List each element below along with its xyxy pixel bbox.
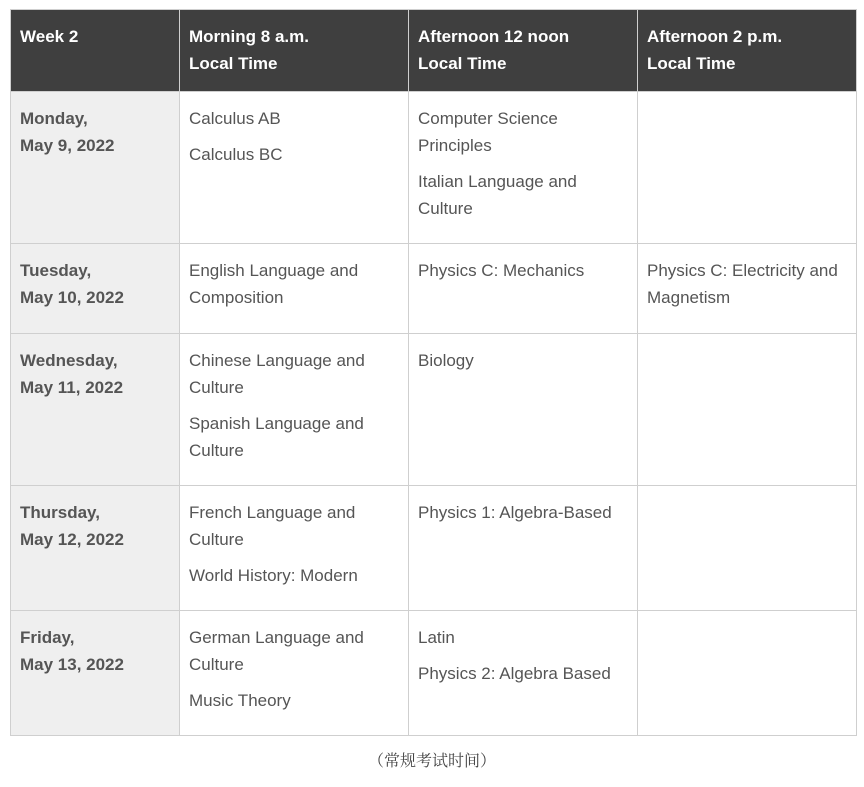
day-date: May 12, 2022: [20, 530, 124, 549]
exam-entry: [418, 624, 628, 651]
day-name: Tuesday,: [20, 261, 92, 280]
exam-entry-line: French Language and: [189, 503, 356, 522]
header-morning: [180, 10, 409, 92]
exam-entry-line: English Language and: [189, 261, 359, 280]
header-morning-time: Morning 8 a.m.: [189, 27, 309, 46]
exam-entry: [418, 168, 628, 222]
day-name: Wednesday,: [20, 351, 118, 370]
header-week: [11, 10, 180, 92]
exam-entry: [418, 257, 628, 284]
exam-entry: [189, 410, 399, 464]
exam-entry: [418, 660, 628, 687]
exam-cell-noon: [409, 244, 638, 334]
exam-entry-line: Principles: [418, 136, 492, 155]
exam-entry-line: Magnetism: [647, 288, 731, 307]
exam-entry-line: Italian Language and: [418, 172, 577, 191]
day-name: Friday,: [20, 628, 75, 647]
exam-entry-line: Culture: [418, 199, 473, 218]
exam-entry: [189, 687, 399, 714]
exam-cell-morning: [180, 334, 409, 486]
exam-cell-pm2: [638, 611, 857, 736]
day-cell: [11, 486, 180, 611]
exam-entry-line: World History: Modern: [189, 566, 358, 585]
table-header: [11, 10, 857, 92]
table-row: [11, 334, 857, 486]
exam-entry: [189, 499, 399, 553]
exam-entry-line: Culture: [189, 655, 244, 674]
exam-schedule-table: [10, 9, 857, 736]
header-week-label: Week 2: [20, 27, 79, 46]
exam-entry-line: Computer Science: [418, 109, 558, 128]
exam-entry-line: Latin: [418, 628, 455, 647]
exam-cell-pm2: [638, 486, 857, 611]
day-date: May 9, 2022: [20, 136, 115, 155]
day-date: May 13, 2022: [20, 655, 124, 674]
exam-entry-line: Culture: [189, 441, 244, 460]
header-2pm: [638, 10, 857, 92]
exam-cell-morning: [180, 244, 409, 334]
exam-entry-line: Calculus BC: [189, 145, 283, 164]
exam-entry-line: Culture: [189, 378, 244, 397]
header-noon-local: Local Time: [418, 54, 507, 73]
header-noon: [409, 10, 638, 92]
table-row: [11, 92, 857, 244]
exam-entry: [189, 624, 399, 678]
table-row: [11, 611, 857, 736]
exam-cell-pm2: [638, 334, 857, 486]
exam-cell-pm2: [638, 92, 857, 244]
exam-entry-line: Culture: [189, 530, 244, 549]
exam-entry: [418, 105, 628, 159]
exam-entry: [189, 347, 399, 401]
table-row: [11, 244, 857, 334]
exam-entry-line: Physics 1: Algebra-Based: [418, 503, 612, 522]
exam-entry-line: Composition: [189, 288, 284, 307]
header-2pm-time: Afternoon 2 p.m.: [647, 27, 783, 46]
exam-entry: [647, 257, 847, 311]
exam-entry-line: Chinese Language and: [189, 351, 365, 370]
table-row: [11, 486, 857, 611]
day-cell: [11, 334, 180, 486]
exam-entry: [418, 347, 628, 374]
exam-cell-morning: [180, 486, 409, 611]
exam-cell-noon: [409, 611, 638, 736]
exam-entry-line: Physics 2: Algebra Based: [418, 664, 611, 683]
exam-entry: [189, 562, 399, 589]
exam-cell-morning: [180, 92, 409, 244]
header-noon-time: Afternoon 12 noon: [418, 27, 570, 46]
day-date: May 10, 2022: [20, 288, 124, 307]
exam-entry-line: German Language and: [189, 628, 364, 647]
exam-entry: [189, 105, 399, 132]
day-date: May 11, 2022: [20, 378, 124, 397]
exam-cell-noon: [409, 486, 638, 611]
header-row: [11, 10, 857, 92]
header-morning-local: Local Time: [189, 54, 278, 73]
day-name: Thursday,: [20, 503, 100, 522]
exam-entry: [189, 257, 399, 311]
exam-entry: [189, 141, 399, 168]
exam-cell-noon: [409, 334, 638, 486]
exam-cell-noon: [409, 92, 638, 244]
table-body: [11, 92, 857, 736]
day-cell: [11, 244, 180, 334]
exam-entry: [418, 499, 628, 526]
day-name: Monday,: [20, 109, 88, 128]
header-2pm-local: Local Time: [647, 54, 736, 73]
exam-entry-line: Music Theory: [189, 691, 291, 710]
exam-cell-morning: [180, 611, 409, 736]
day-cell: [11, 611, 180, 736]
exam-entry-line: Biology: [418, 351, 474, 370]
day-cell: [11, 92, 180, 244]
table-caption: （常规考试时间）: [367, 751, 496, 770]
exam-entry-line: Calculus AB: [189, 109, 281, 128]
exam-entry-line: Physics C: Electricity and: [647, 261, 838, 280]
exam-entry-line: Physics C: Mechanics: [418, 261, 585, 280]
exam-cell-pm2: [638, 244, 857, 334]
exam-entry-line: Spanish Language and: [189, 414, 364, 433]
